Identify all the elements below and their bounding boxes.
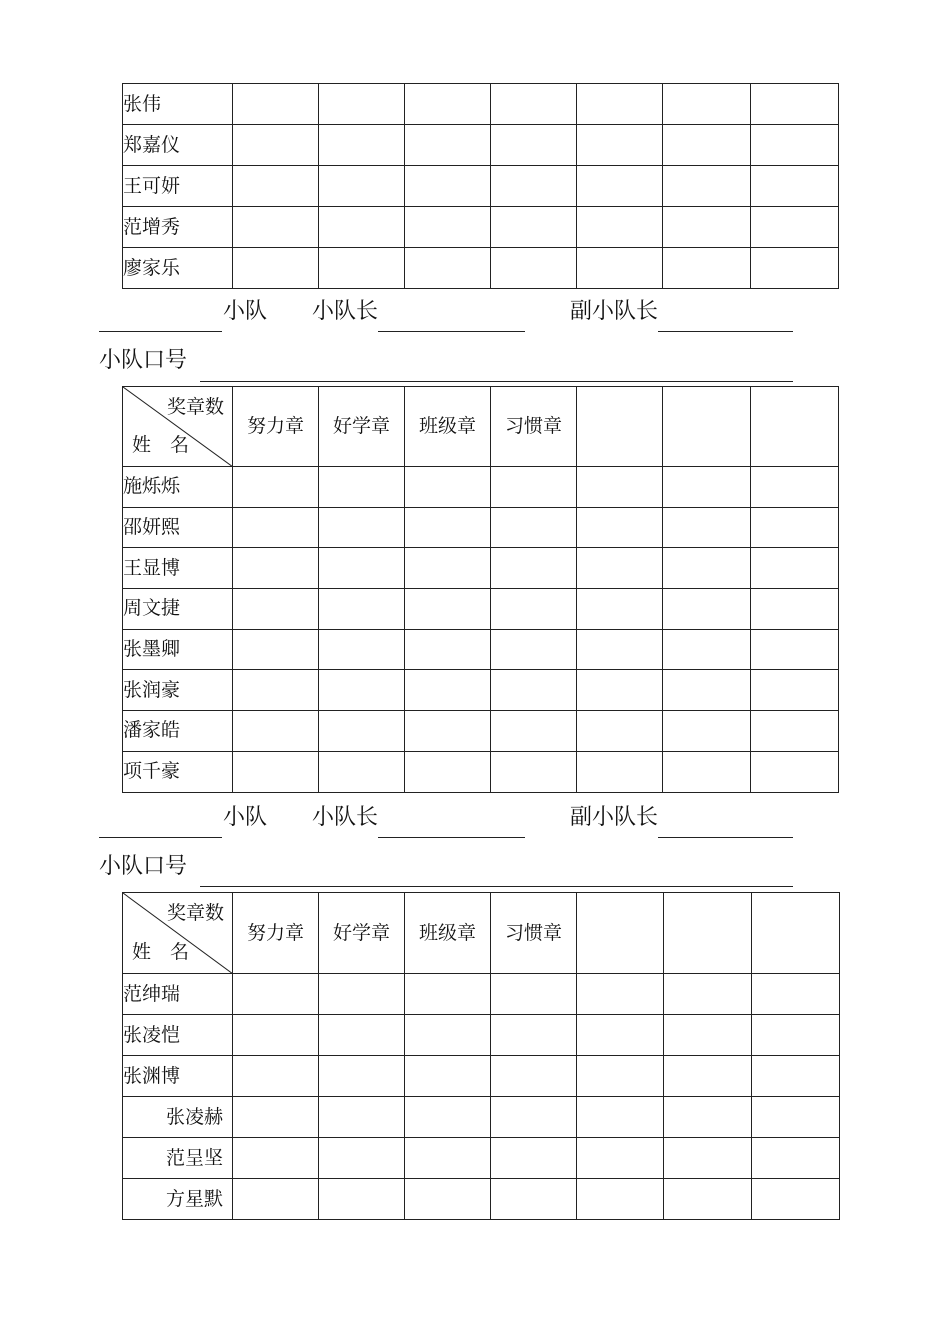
leader-label: 小队长 [312, 805, 379, 830]
medal-cell[interactable] [491, 166, 577, 207]
medal-cell[interactable] [752, 974, 840, 1015]
student-name: 周文捷 [123, 589, 233, 630]
student-name: 张墨卿 [123, 629, 233, 670]
table-row [123, 629, 839, 670]
student-name: 施烁烁 [123, 467, 233, 508]
medal-cell[interactable] [491, 629, 577, 670]
medal-cell[interactable] [491, 507, 577, 548]
diagonal-header-cell [123, 387, 233, 467]
medal-cell[interactable] [233, 1138, 319, 1179]
medal-cell[interactable] [233, 1015, 319, 1056]
medal-cell[interactable] [319, 1097, 405, 1138]
medal-cell[interactable] [319, 166, 405, 207]
medal-cell[interactable] [491, 84, 577, 125]
header-row [123, 893, 840, 974]
medal-cell[interactable] [663, 166, 751, 207]
table-row [123, 1097, 840, 1138]
medal-cell[interactable] [491, 467, 577, 508]
name-header-char-2: 名 [170, 434, 190, 456]
medal-cell[interactable] [664, 974, 752, 1015]
table-row [123, 548, 839, 589]
medal-cell[interactable] [577, 1056, 664, 1097]
medal-cell[interactable] [752, 1179, 840, 1220]
medal-cell[interactable] [491, 1138, 577, 1179]
medal-cell[interactable] [577, 1097, 664, 1138]
medal-cell[interactable] [233, 751, 319, 792]
team-table-3 [122, 892, 840, 1220]
table-row [123, 1138, 840, 1179]
medal-cell[interactable] [319, 589, 405, 630]
medal-cell[interactable] [577, 1138, 664, 1179]
medal-cell[interactable] [663, 467, 751, 508]
medal-cell[interactable] [751, 207, 839, 248]
table-row [123, 84, 839, 125]
medal-cell[interactable] [233, 974, 319, 1015]
medal-cell[interactable] [319, 1138, 405, 1179]
slogan-underline[interactable] [200, 886, 793, 887]
table-row [123, 670, 839, 711]
column-header: 班级章 [405, 387, 491, 467]
medal-cell[interactable] [663, 670, 751, 711]
medal-cell[interactable] [663, 589, 751, 630]
student-name: 廖家乐 [123, 248, 233, 289]
name-header-label [132, 943, 189, 962]
medal-cell[interactable] [663, 507, 751, 548]
medal-cell[interactable] [405, 125, 491, 166]
medal-cell[interactable] [319, 751, 405, 792]
medal-count-label: 奖章数 [166, 902, 224, 924]
team-label: 小队 [223, 299, 268, 324]
table-row [123, 1179, 840, 1220]
medal-cell[interactable] [663, 248, 751, 289]
student-name: 张凌恺 [123, 1015, 233, 1056]
medal-cell[interactable] [664, 1056, 752, 1097]
medal-cell[interactable] [751, 248, 839, 289]
student-name: 项千豪 [123, 751, 233, 792]
medal-cell[interactable] [577, 84, 663, 125]
medal-cell[interactable] [405, 166, 491, 207]
student-name: 范绅瑞 [123, 974, 233, 1015]
team-label: 小队 [223, 805, 268, 830]
medal-cell[interactable] [663, 711, 751, 752]
medal-cell[interactable] [751, 166, 839, 207]
medal-cell[interactable] [319, 711, 405, 752]
table-row [123, 166, 839, 207]
medal-cell[interactable] [663, 84, 751, 125]
medal-cell[interactable] [752, 1097, 840, 1138]
medal-cell[interactable] [577, 1015, 664, 1056]
leader-label: 小队长 [312, 299, 379, 324]
vice-leader-underline[interactable] [658, 837, 793, 838]
medal-cell[interactable] [491, 1056, 577, 1097]
medal-cell[interactable] [405, 84, 491, 125]
medal-cell[interactable] [664, 1097, 752, 1138]
name-header-char-1: 姓 [132, 941, 152, 963]
medal-cell[interactable] [319, 467, 405, 508]
vice-leader-underline[interactable] [658, 331, 793, 332]
name-header-char-1: 姓 [132, 434, 152, 456]
medal-cell[interactable] [233, 467, 319, 508]
medal-cell[interactable] [663, 629, 751, 670]
medal-cell[interactable] [405, 670, 491, 711]
medal-cell[interactable] [491, 248, 577, 289]
diagonal-header-cell [123, 893, 233, 974]
medal-cell[interactable] [577, 670, 663, 711]
medal-cell[interactable] [405, 629, 491, 670]
vice-leader-label: 副小队长 [570, 805, 659, 830]
slogan-label: 小队口号 [99, 854, 188, 879]
student-name: 张凌赫 [123, 1097, 233, 1138]
medal-cell[interactable] [233, 1097, 319, 1138]
team-table-1 [122, 83, 839, 289]
medal-cell[interactable] [233, 548, 319, 589]
medal-cell[interactable] [577, 207, 663, 248]
medal-cell[interactable] [577, 548, 663, 589]
table-row [123, 751, 839, 792]
student-name: 范呈坚 [123, 1138, 233, 1179]
medal-cell[interactable] [751, 467, 839, 508]
medal-cell[interactable] [751, 548, 839, 589]
medal-count-label: 奖章数 [166, 396, 224, 418]
medal-cell[interactable] [577, 711, 663, 752]
medal-cell[interactable] [491, 751, 577, 792]
student-name: 张伟 [123, 84, 233, 125]
medal-cell[interactable] [405, 1179, 491, 1220]
table-row [123, 125, 839, 166]
medal-cell[interactable] [319, 84, 405, 125]
name-header-label [132, 436, 189, 455]
medal-cell[interactable] [233, 670, 319, 711]
medal-cell[interactable] [319, 1179, 405, 1220]
medal-cell[interactable] [577, 1179, 664, 1220]
column-header [577, 387, 663, 467]
medal-cell[interactable] [405, 751, 491, 792]
column-header: 习惯章 [491, 387, 577, 467]
column-header: 班级章 [405, 893, 491, 974]
medal-cell[interactable] [664, 1179, 752, 1220]
medal-cell[interactable] [405, 1056, 491, 1097]
medal-cell[interactable] [577, 125, 663, 166]
medal-cell[interactable] [751, 670, 839, 711]
name-header-char-2: 名 [170, 941, 190, 963]
medal-cell[interactable] [751, 125, 839, 166]
column-header: 努力章 [233, 387, 319, 467]
medal-cell[interactable] [319, 548, 405, 589]
medal-cell[interactable] [752, 1056, 840, 1097]
medal-cell[interactable] [663, 751, 751, 792]
medal-cell[interactable] [577, 248, 663, 289]
medal-cell[interactable] [491, 125, 577, 166]
header-row [123, 387, 839, 467]
student-name: 范增秀 [123, 207, 233, 248]
medal-cell[interactable] [577, 751, 663, 792]
medal-cell[interactable] [405, 207, 491, 248]
medal-cell[interactable] [577, 166, 663, 207]
student-name: 王可妍 [123, 166, 233, 207]
medal-cell[interactable] [751, 711, 839, 752]
medal-cell[interactable] [319, 207, 405, 248]
medal-cell[interactable] [405, 548, 491, 589]
column-header [663, 387, 751, 467]
medal-cell[interactable] [577, 589, 663, 630]
medal-cell[interactable] [491, 207, 577, 248]
medal-cell[interactable] [319, 248, 405, 289]
medal-cell[interactable] [663, 548, 751, 589]
medal-cell[interactable] [405, 974, 491, 1015]
medal-cell[interactable] [233, 1179, 319, 1220]
table-row [123, 974, 840, 1015]
column-header: 努力章 [233, 893, 319, 974]
table-row [123, 589, 839, 630]
medal-cell[interactable] [233, 507, 319, 548]
medal-cell[interactable] [577, 629, 663, 670]
medal-cell[interactable] [319, 1056, 405, 1097]
medal-cell[interactable] [233, 629, 319, 670]
medal-cell[interactable] [491, 670, 577, 711]
table-row [123, 507, 839, 548]
medal-cell[interactable] [319, 629, 405, 670]
slogan-label: 小队口号 [99, 348, 188, 373]
medal-cell[interactable] [751, 589, 839, 630]
team-table-2 [122, 386, 839, 793]
medal-cell[interactable] [405, 1015, 491, 1056]
column-header: 好学章 [319, 893, 405, 974]
leader-underline[interactable] [378, 837, 525, 838]
medal-cell[interactable] [751, 751, 839, 792]
medal-cell[interactable] [319, 507, 405, 548]
medal-cell[interactable] [491, 548, 577, 589]
medal-cell[interactable] [233, 166, 319, 207]
column-header [751, 387, 839, 467]
medal-cell[interactable] [491, 974, 577, 1015]
medal-cell[interactable] [491, 1015, 577, 1056]
medal-cell[interactable] [233, 248, 319, 289]
medal-cell[interactable] [405, 1097, 491, 1138]
column-header [577, 893, 664, 974]
medal-cell[interactable] [233, 84, 319, 125]
student-name: 方星默 [123, 1179, 233, 1220]
team-name-underline[interactable] [99, 331, 222, 332]
medal-cell[interactable] [752, 1015, 840, 1056]
medal-cell[interactable] [751, 84, 839, 125]
medal-cell[interactable] [491, 1097, 577, 1138]
medal-cell[interactable] [405, 507, 491, 548]
medal-cell[interactable] [319, 1015, 405, 1056]
column-header [752, 893, 840, 974]
medal-cell[interactable] [233, 207, 319, 248]
medal-cell[interactable] [233, 1056, 319, 1097]
table-row [123, 1015, 840, 1056]
medal-cell[interactable] [319, 670, 405, 711]
column-header [664, 893, 752, 974]
medal-cell[interactable] [233, 711, 319, 752]
medal-cell[interactable] [664, 1015, 752, 1056]
medal-cell[interactable] [751, 507, 839, 548]
medal-cell[interactable] [491, 1179, 577, 1220]
student-name: 张渊博 [123, 1056, 233, 1097]
medal-cell[interactable] [663, 207, 751, 248]
student-name: 王显博 [123, 548, 233, 589]
student-name: 潘家皓 [123, 711, 233, 752]
medal-cell[interactable] [577, 974, 664, 1015]
team-name-underline[interactable] [99, 837, 222, 838]
medal-cell[interactable] [405, 467, 491, 508]
table-row [123, 248, 839, 289]
medal-cell[interactable] [405, 1138, 491, 1179]
student-name: 邵妍熙 [123, 507, 233, 548]
table-row [123, 207, 839, 248]
medal-cell[interactable] [319, 974, 405, 1015]
medal-cell[interactable] [405, 711, 491, 752]
medal-cell[interactable] [491, 711, 577, 752]
column-header: 好学章 [319, 387, 405, 467]
table-row [123, 467, 839, 508]
vice-leader-label: 副小队长 [570, 299, 659, 324]
leader-underline[interactable] [378, 331, 525, 332]
medal-cell[interactable] [577, 507, 663, 548]
medal-cell[interactable] [752, 1138, 840, 1179]
medal-cell[interactable] [233, 589, 319, 630]
medal-cell[interactable] [664, 1138, 752, 1179]
student-name: 张润豪 [123, 670, 233, 711]
medal-cell[interactable] [405, 248, 491, 289]
slogan-underline[interactable] [200, 381, 793, 382]
medal-cell[interactable] [491, 589, 577, 630]
medal-cell[interactable] [577, 467, 663, 508]
medal-cell[interactable] [233, 125, 319, 166]
table-row [123, 711, 839, 752]
table-row [123, 1056, 840, 1097]
medal-cell[interactable] [751, 629, 839, 670]
medal-cell[interactable] [663, 125, 751, 166]
student-name: 郑嘉仪 [123, 125, 233, 166]
medal-cell[interactable] [319, 125, 405, 166]
column-header: 习惯章 [491, 893, 577, 974]
medal-cell[interactable] [405, 589, 491, 630]
